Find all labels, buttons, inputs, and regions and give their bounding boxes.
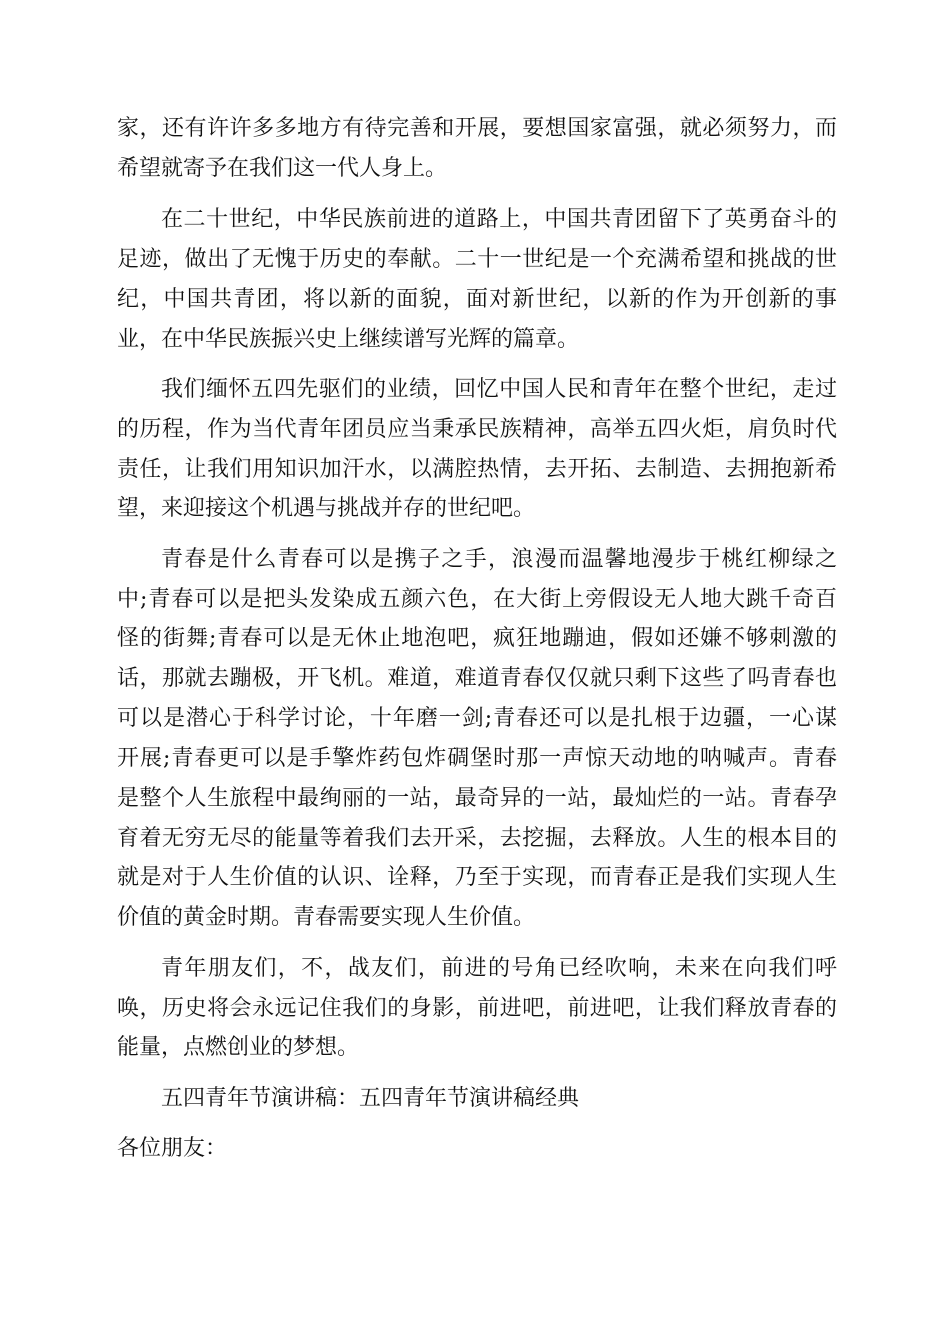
paragraph-4-line-10: 价值的黄金时期。青春需要实现人生价值。 [117,905,536,930]
paragraph-4-line-8: 育着无穷无尽的能量等着我们去开采，去挖掘，去释放。人生的根本目的 [117,826,837,851]
paragraph-3-line-1: 我们缅怀五四先驱们的业绩，回忆中国人民和青年在整个世纪，走过 [161,377,837,402]
paragraph-5-line-1: 青年朋友们，不，战友们，前进的号角已经吹响，未来在向我们呼 [161,956,837,981]
paragraph-5-line-2: 唤，历史将会永远记住我们的身影，前进吧，前进吧，让我们释放青春的 [117,996,837,1021]
paragraph-3-line-4: 望，来迎接这个机遇与挑战并存的世纪吧。 [117,496,536,521]
paragraph-4-line-9: 就是对于人生价值的认识、诠释，乃至于实现，而青春正是我们实现人生 [117,865,837,890]
paragraph-2-line-2: 足迹，做出了无愧于历史的奉献。二十一世纪是一个充满希望和挑战的世 [117,247,837,272]
paragraph-1-line-2: 希望就寄予在我们这一代人身上。 [117,156,448,181]
paragraph-5-line-3: 能量，点燃创业的梦想。 [117,1035,360,1060]
paragraph-4-line-2: 中;青春可以是把头发染成五颜六色，在大街上旁假设无人地大跳千奇百 [117,587,837,612]
paragraph-2-line-1: 在二十世纪，中华民族前进的道路上，中国共青团留下了英勇奋斗的 [161,207,837,232]
paragraph-4-line-6: 开展;青春更可以是手擎炸药包炸碉堡时那一声惊天动地的呐喊声。青春 [117,746,837,771]
paragraph-4-line-3: 怪的街舞;青春可以是无休止地泡吧，疯狂地蹦迪，假如还嫌不够刺激的 [117,626,837,651]
paragraph-4-line-5: 可以是潜心于科学讨论，十年磨一剑;青春还可以是扎根于边疆，一心谋 [117,706,837,731]
paragraph-2-line-3: 纪，中国共青团，将以新的面貌，面对新世纪，以新的作为开创新的事 [117,287,837,312]
paragraph-3-line-3: 责任，让我们用知识加汗水，以满腔热情，去开拓、去制造、去拥抱新希 [117,457,837,482]
paragraph-3-line-2: 的历程，作为当代青年团员应当秉承民族精神，高举五四火炬，肩负时代 [117,417,837,442]
paragraph-4-line-4: 话，那就去蹦极，开飞机。难道，难道青春仅仅就只剩下这些了吗青春也 [117,666,837,691]
paragraph-1-line-1: 家，还有许许多多地方有待完善和开展，要想国家富强，就必须努力，而 [117,116,837,141]
section-heading: 五四青年节演讲稿：五四青年节演讲稿经典 [161,1086,580,1111]
salutation: 各位朋友： [117,1136,228,1161]
paragraph-4-line-1: 青春是什么青春可以是携子之手，浪漫而温馨地漫步于桃红柳绿之 [161,547,837,572]
paragraph-2-line-4: 业，在中华民族振兴史上继续谱写光辉的篇章。 [117,327,580,352]
paragraph-4-line-7: 是整个人生旅程中最绚丽的一站，最奇异的一站，最灿烂的一站。青春孕 [117,786,837,811]
